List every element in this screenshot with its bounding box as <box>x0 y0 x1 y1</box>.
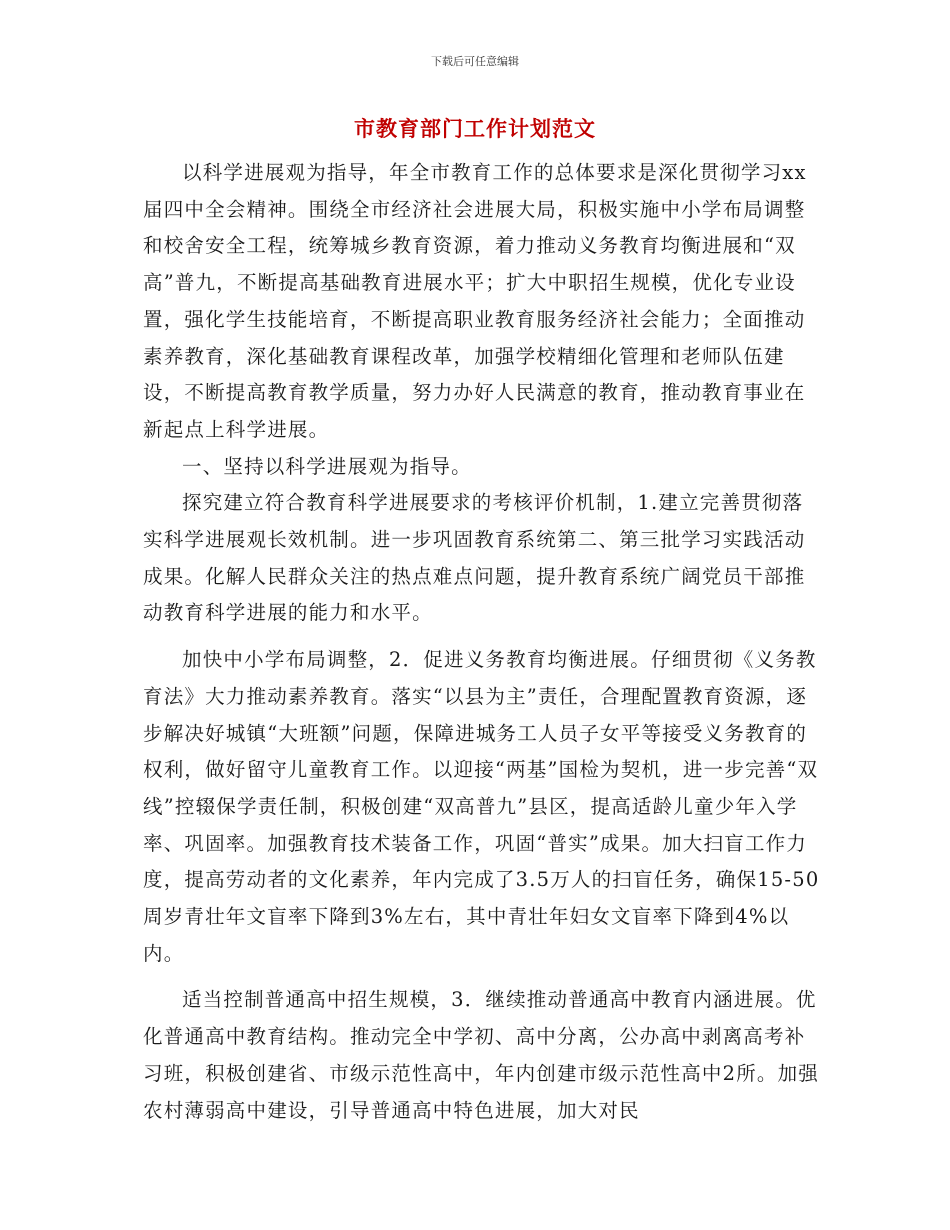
section-heading-1: 一、坚持以科学进展观为指导。 <box>182 454 472 478</box>
paragraph-item-2: 加快中小学布局调整，2．促进义务教育均衡进展。仔细贯彻《义务教育法》大力推动素养教育。落实“以县为主”责任，合理配置教育资源，逐步解决好城镇“大班额”问题，保障进城务工人员子女平等接受义务教育的权利，做好留守儿童教育工作。以迎接“两基”国检为契机，进一步完善“双线”控辍保学责任制，积极创建“双高普九”县区，提高适龄儿童少年入学率、巩固率。加强教育技术装备工作，巩固“普实”成果。加大扫盲工作力度，提高劳动者的文化素养，年内完成了3.5万人的扫盲任务，确保15-50周岁青壮年文盲率下降到3%左右，其中青壮年妇女文盲率下降到4%以内。 <box>143 648 820 965</box>
header-note: 下载后可任意编辑 <box>431 55 519 68</box>
document-body <box>143 155 823 1129</box>
paragraph-item-1: 探究建立符合教育科学进展要求的考核评价机制，1.建立完善贯彻落实科学进展观长效机制。进一步巩固教育系统第二、第三批学习实践活动成果。化解人民群众关注的热点难点问题，提升教育系统广阔党员干部推动教育科学进展的能力和水平。 <box>143 491 806 625</box>
paragraph-intro: 以科学进展观为指导，年全市教育工作的总体要求是深化贯彻学习xx届四中全会精神。围绕全市经济社会进展大局，积极实施中小学布局调整和校舍安全工程，统筹城乡教育资源，着力推动义务教育均衡进展和“双高”普九，不断提高基础教育进展水平；扩大中职招生规模，优化专业设置，强化学生技能培育，不断提高职业教育服务经济社会能力；全面推动素养教育，深化基础教育课程改革，加强学校精细化管理和老师队伍建设，不断提高教育教学质量，努力办好人民满意的教育，推动教育事业在新起点上科学进展。 <box>143 161 807 441</box>
paragraph-item-3: 适当控制普通高中招生规模，3．继续推动普通高中教育内涵进展。优化普通高中教育结构。推动完全中学初、高中分离，公办高中剥离高考补习班，积极创建省、市级示范性高中，年内创建市级示范性高中2所。加强农村薄弱高中建设，引导普通高中特色进展，加大对民 <box>143 988 820 1122</box>
page-title: 市教育部门工作计划范文 <box>354 116 596 141</box>
